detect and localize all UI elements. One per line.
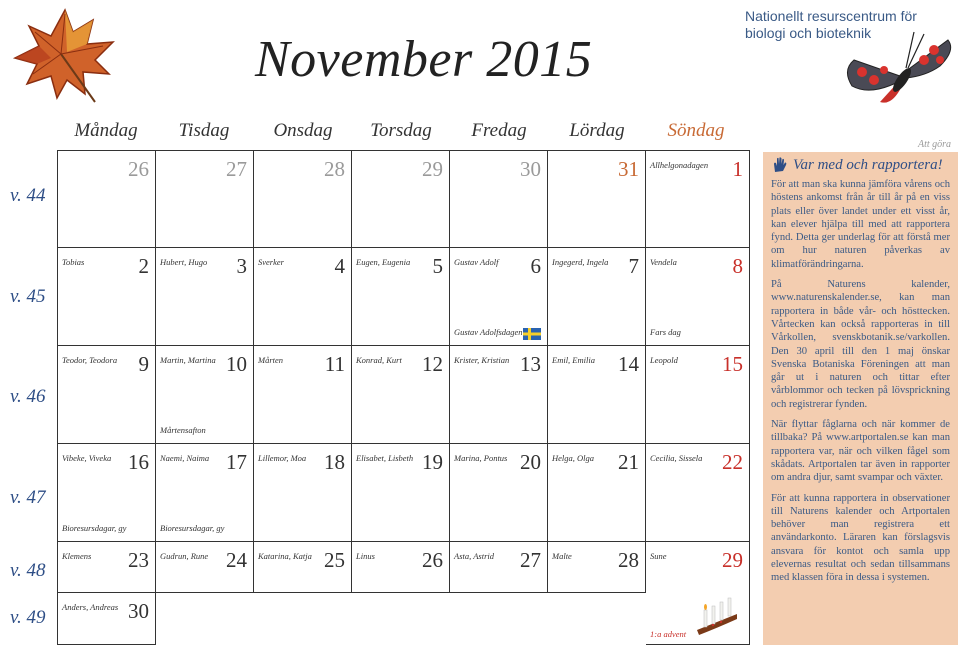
nameday-names: Ingegerd, Ingela [552,257,609,267]
nameday-names: Leopold [650,355,678,365]
day-number: 27 [226,157,247,181]
event-note: Bioresursdagar, gy [160,523,225,533]
day-number: 26 [422,548,443,572]
day-number: 24 [226,548,247,572]
day-cell[interactable] [156,542,254,593]
day-number: 19 [422,450,443,474]
day-cell[interactable] [156,346,254,444]
day-cell[interactable] [352,444,450,542]
nameday-names: Vendela [650,257,677,267]
day-number: 12 [422,352,443,376]
nameday-names: Anders, Andreas [62,602,119,612]
day-cell[interactable] [156,248,254,346]
day-number: 2 [138,254,149,278]
day-number: 9 [138,352,149,376]
nameday-names: Mårten [258,355,284,365]
day-cell[interactable] [450,444,548,542]
day-number: 5 [432,254,443,278]
day-number: 18 [324,450,345,474]
page-title: November 2015 [255,31,593,88]
day-cell[interactable] [156,444,254,542]
nameday-names: Teodor, Teodora [62,355,118,365]
day-cell[interactable] [57,444,156,542]
nameday-names: Martin, Martina [160,355,216,365]
day-cell[interactable] [646,346,750,444]
section-label: Att göra [918,139,952,150]
day-number: 28 [324,157,345,181]
nameday-names: Emil, Emilia [552,355,595,365]
week-number-49: v. 49 [10,607,46,628]
day-number: 27 [520,548,541,572]
day-cell[interactable] [548,542,646,593]
advent-note: 1:a advent [650,629,687,639]
week-number-45: v. 45 [10,286,46,307]
nameday-names: Tobias [62,257,85,267]
day-number: 15 [722,352,743,376]
day-cell[interactable] [352,150,450,248]
panel-paragraph: På Naturens kalender, www.naturenskalender.se, kan man rapportera in både vår- och hösttecken. Vårtecken kan också rapporteras in till Vårkollen, svenskbotanik.se/varkollen. Den 30 april till den 1 maj önskar Svenska Botaniska Föreningen att man går ut i naturen och tittar efter vårblommor och tecken på lövsprickning och registrerar fynden. [771,279,950,410]
nameday-names: Konrad, Kurt [356,355,402,365]
day-header-wednesday: Onsdag [273,120,333,141]
nameday-names: Gudrun, Rune [160,551,209,561]
day-cell[interactable] [548,346,646,444]
day-cell[interactable] [548,150,646,248]
day-cell[interactable] [548,248,646,346]
day-cell[interactable] [57,248,156,346]
holiday-note: Mårtensafton [160,425,206,435]
day-cell[interactable] [156,150,254,248]
day-number: 11 [324,352,345,376]
swedish-flag-icon [523,328,541,340]
moth-icon [840,30,955,110]
day-cell[interactable] [646,150,750,248]
holiday-name: Allhelgonadagen [650,160,709,170]
week-number-44: v. 44 [10,185,46,206]
day-cell[interactable] [352,542,450,593]
day-header-thursday: Torsdag [370,120,432,141]
day-cell[interactable] [57,346,156,444]
week-number-48: v. 48 [10,560,46,581]
day-cell[interactable] [57,593,156,645]
day-number: 14 [618,352,639,376]
day-header-tuesday: Tisdag [178,120,230,141]
day-header-monday: Måndag [74,120,138,141]
day-header-friday: Fredag [471,120,527,141]
day-number: 23 [128,548,149,572]
nameday-names: Malte [552,551,572,561]
week-number-47: v. 47 [10,487,46,508]
day-header-saturday: Lördag [569,120,625,141]
panel-paragraph: När flyttar fåglarna och när kommer de tillbaka? På www.artportalen.se kan man rapportera var, när och vilken fågel som skådats. Artportalen tar även in rapporter om andra djur, samt svampar och växter. [771,419,950,484]
holiday-note: Gustav Adolfsdagen [454,327,523,337]
day-cell[interactable] [450,248,548,346]
day-number: 3 [236,254,247,278]
day-cell[interactable] [254,444,352,542]
event-note: Bioresursdagar, gy [62,523,127,533]
nameday-names: Sverker [258,257,284,267]
nameday-names: Klemens [62,551,92,561]
day-number: 22 [722,450,743,474]
day-number: 8 [732,254,743,278]
nameday-names: Helga, Olga [552,453,595,463]
nameday-names: Asta, Astrid [454,551,494,561]
day-cell[interactable] [450,346,548,444]
day-cell[interactable] [254,150,352,248]
nameday-names: Vibeke, Viveka [62,453,112,463]
day-cell[interactable] [254,248,352,346]
day-number: 31 [618,157,639,181]
day-number: 28 [618,548,639,572]
calendar-grid [57,150,750,645]
nameday-names: Marina, Pontus [454,453,508,463]
day-cell[interactable] [548,444,646,542]
day-cell[interactable] [352,248,450,346]
day-number: 21 [618,450,639,474]
day-number: 30 [128,599,149,623]
day-cell[interactable] [57,542,156,593]
maple-leaf-icon [5,2,125,112]
day-cell[interactable] [450,542,548,593]
org-line-2: biologi och bioteknik [745,25,872,41]
panel-paragraph: För att kunna rapportera in observationer till Naturens kalender och Artportalen behöver man registrera ett användarkonto. Läraren kan förslagsvis ansvara för kontot och samla upp elevernas resultat och sedan tillsammans med klassen föra in dessa i systemen. [771,492,950,584]
nameday-names: Naemi, Naima [160,453,210,463]
day-number: 17 [226,450,247,474]
org-line-1: Nationellt resurscentrum för [745,8,917,24]
nameday-names: Krister, Kristian [454,355,510,365]
holiday-note: Fars dag [650,327,681,337]
day-number: 29 [422,157,443,181]
day-number: 13 [520,352,541,376]
day-number: 29 [722,548,743,572]
raised-hand-icon [771,156,789,174]
day-cell[interactable] [646,248,750,346]
day-number: 6 [530,254,541,278]
nameday-names: Hubert, Hugo [160,257,208,267]
nameday-names: Gustav Adolf [454,257,499,267]
day-cell[interactable] [254,346,352,444]
nameday-names: Katarina, Katja [258,551,312,561]
day-cell[interactable] [254,542,352,593]
nameday-names: Sune [650,551,667,561]
panel-paragraph: För att man ska kunna jämföra vårens och höstens ankomst från år till år på en viss plats eller över landet under ett visst år, kan elever hjälpa till med att rapportera fynd. Detta ger underlag för att förstå mer om hur naturen påverkas av klimatförändringarna. [771,179,950,270]
day-header-sunday: Söndag [667,120,725,141]
day-number: 26 [128,157,149,181]
panel-heading [771,156,950,174]
panel-heading-text: Var med och rapportera! [793,156,943,173]
week-number-46: v. 46 [10,386,46,407]
day-cell[interactable] [450,150,548,248]
day-number: 16 [128,450,149,474]
nameday-names: Eugen, Eugenia [356,257,411,267]
day-number: 25 [324,548,345,572]
day-number: 30 [520,157,541,181]
day-cell[interactable] [646,542,750,645]
nameday-names: Linus [356,551,375,561]
day-cell[interactable] [352,346,450,444]
nameday-names: Lillemor, Moa [258,453,307,463]
day-cell[interactable] [646,444,750,542]
nameday-names: Cecilia, Sissela [650,453,703,463]
info-panel [763,152,958,645]
day-cell[interactable] [57,150,156,248]
nameday-names: Elisabet, Lisbeth [356,453,414,463]
day-number: 10 [226,352,247,376]
day-number: 4 [334,254,345,278]
day-number: 20 [520,450,541,474]
day-number: 1 [732,157,743,181]
advent-candlestick-icon [695,592,739,636]
day-number: 7 [628,254,639,278]
